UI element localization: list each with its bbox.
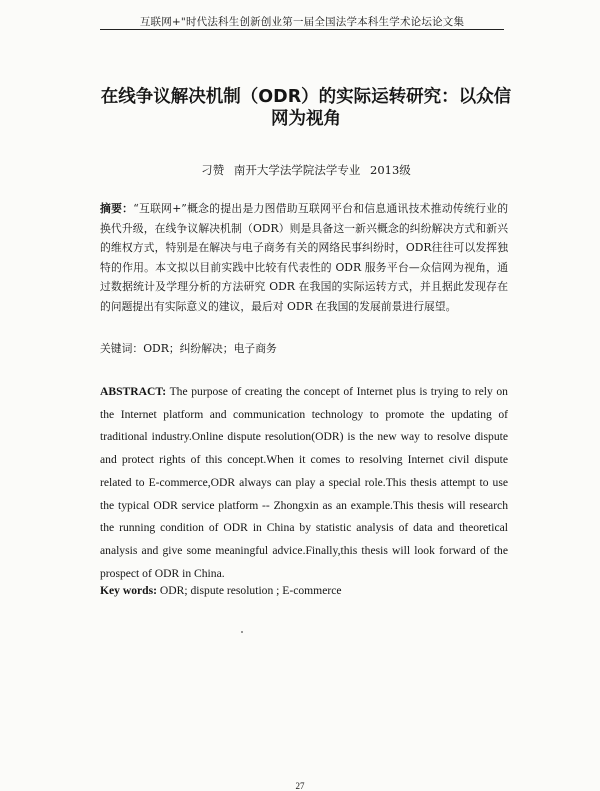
- author-name: 刁赞: [201, 163, 225, 177]
- header-divider: [100, 29, 504, 30]
- scan-speck: [241, 631, 243, 633]
- abstract-english-text: The purpose of creating the concept of Internet plus is trying to rely on the Internet platform and communication technology to promote the updating of traditional industry.Online dispute resolution(ODR) is the new way to resolve dispute and protect rights of this concept.When it comes to resolving Internet civil dispute related to E-commerce,ODR always can play a special role.This thesis attempt to use the typical ODR service platform -- Zhongxin as an example.This thesis will research the running condition of ODR in China by statistic analysis of data and theoretical analysis and give some meaningful advice.Finally,this thesis will look forward of the prospect of ODR in China.: [100, 385, 508, 580]
- author-year: 2013级: [370, 163, 411, 177]
- keywords-chinese: [100, 340, 508, 358]
- author-affiliation: 南开大学法学院法学专业: [233, 163, 361, 177]
- page-number: 27: [295, 781, 305, 791]
- abstract-english-label: ABSTRACT:: [100, 385, 167, 398]
- keywords-english-text: ODR; dispute resolution ; E-commerce: [159, 584, 342, 597]
- paper-title: 在线争议解决机制（ODR）的实际运转研究：以众信网为视角: [100, 87, 512, 129]
- author-line: [100, 162, 512, 178]
- abstract-chinese-label: 摘要：: [100, 202, 134, 215]
- abstract-english: [100, 381, 508, 585]
- abstract-chinese-text: “互联网+”概念的提出是力图借助互联网平台和信息通讯技术推动传统行业的换代升级，在线争议解决机制（ODR）则是具备这一新兴概念的纠纷解决方式和新兴的维权方式，特别是在解决与电子商务有关的网络民事纠纷时，ODR往往可以发挥独特的作用。本文拟以目前实践中比较有代表性的 ODR 服务平台—众信网为视角，通过数据统计及学理分析的方法研究 ODR 在我国的实际运转方式，并且据此发现存在的问题提出有实际意义的建议，最后对 ODR 在我国的发展前景进行展望。: [100, 202, 508, 313]
- keywords-english-label: Key words:: [100, 584, 157, 597]
- keywords-english: [100, 582, 508, 600]
- abstract-chinese: [100, 199, 508, 317]
- running-header: 互联网+"时代法科生创新创业第一届全国法学本科生学术论坛论文集: [139, 16, 465, 28]
- keywords-chinese-text: ODR；纠纷解决；电子商务: [143, 342, 277, 355]
- keywords-chinese-label: 关键词：: [100, 342, 144, 355]
